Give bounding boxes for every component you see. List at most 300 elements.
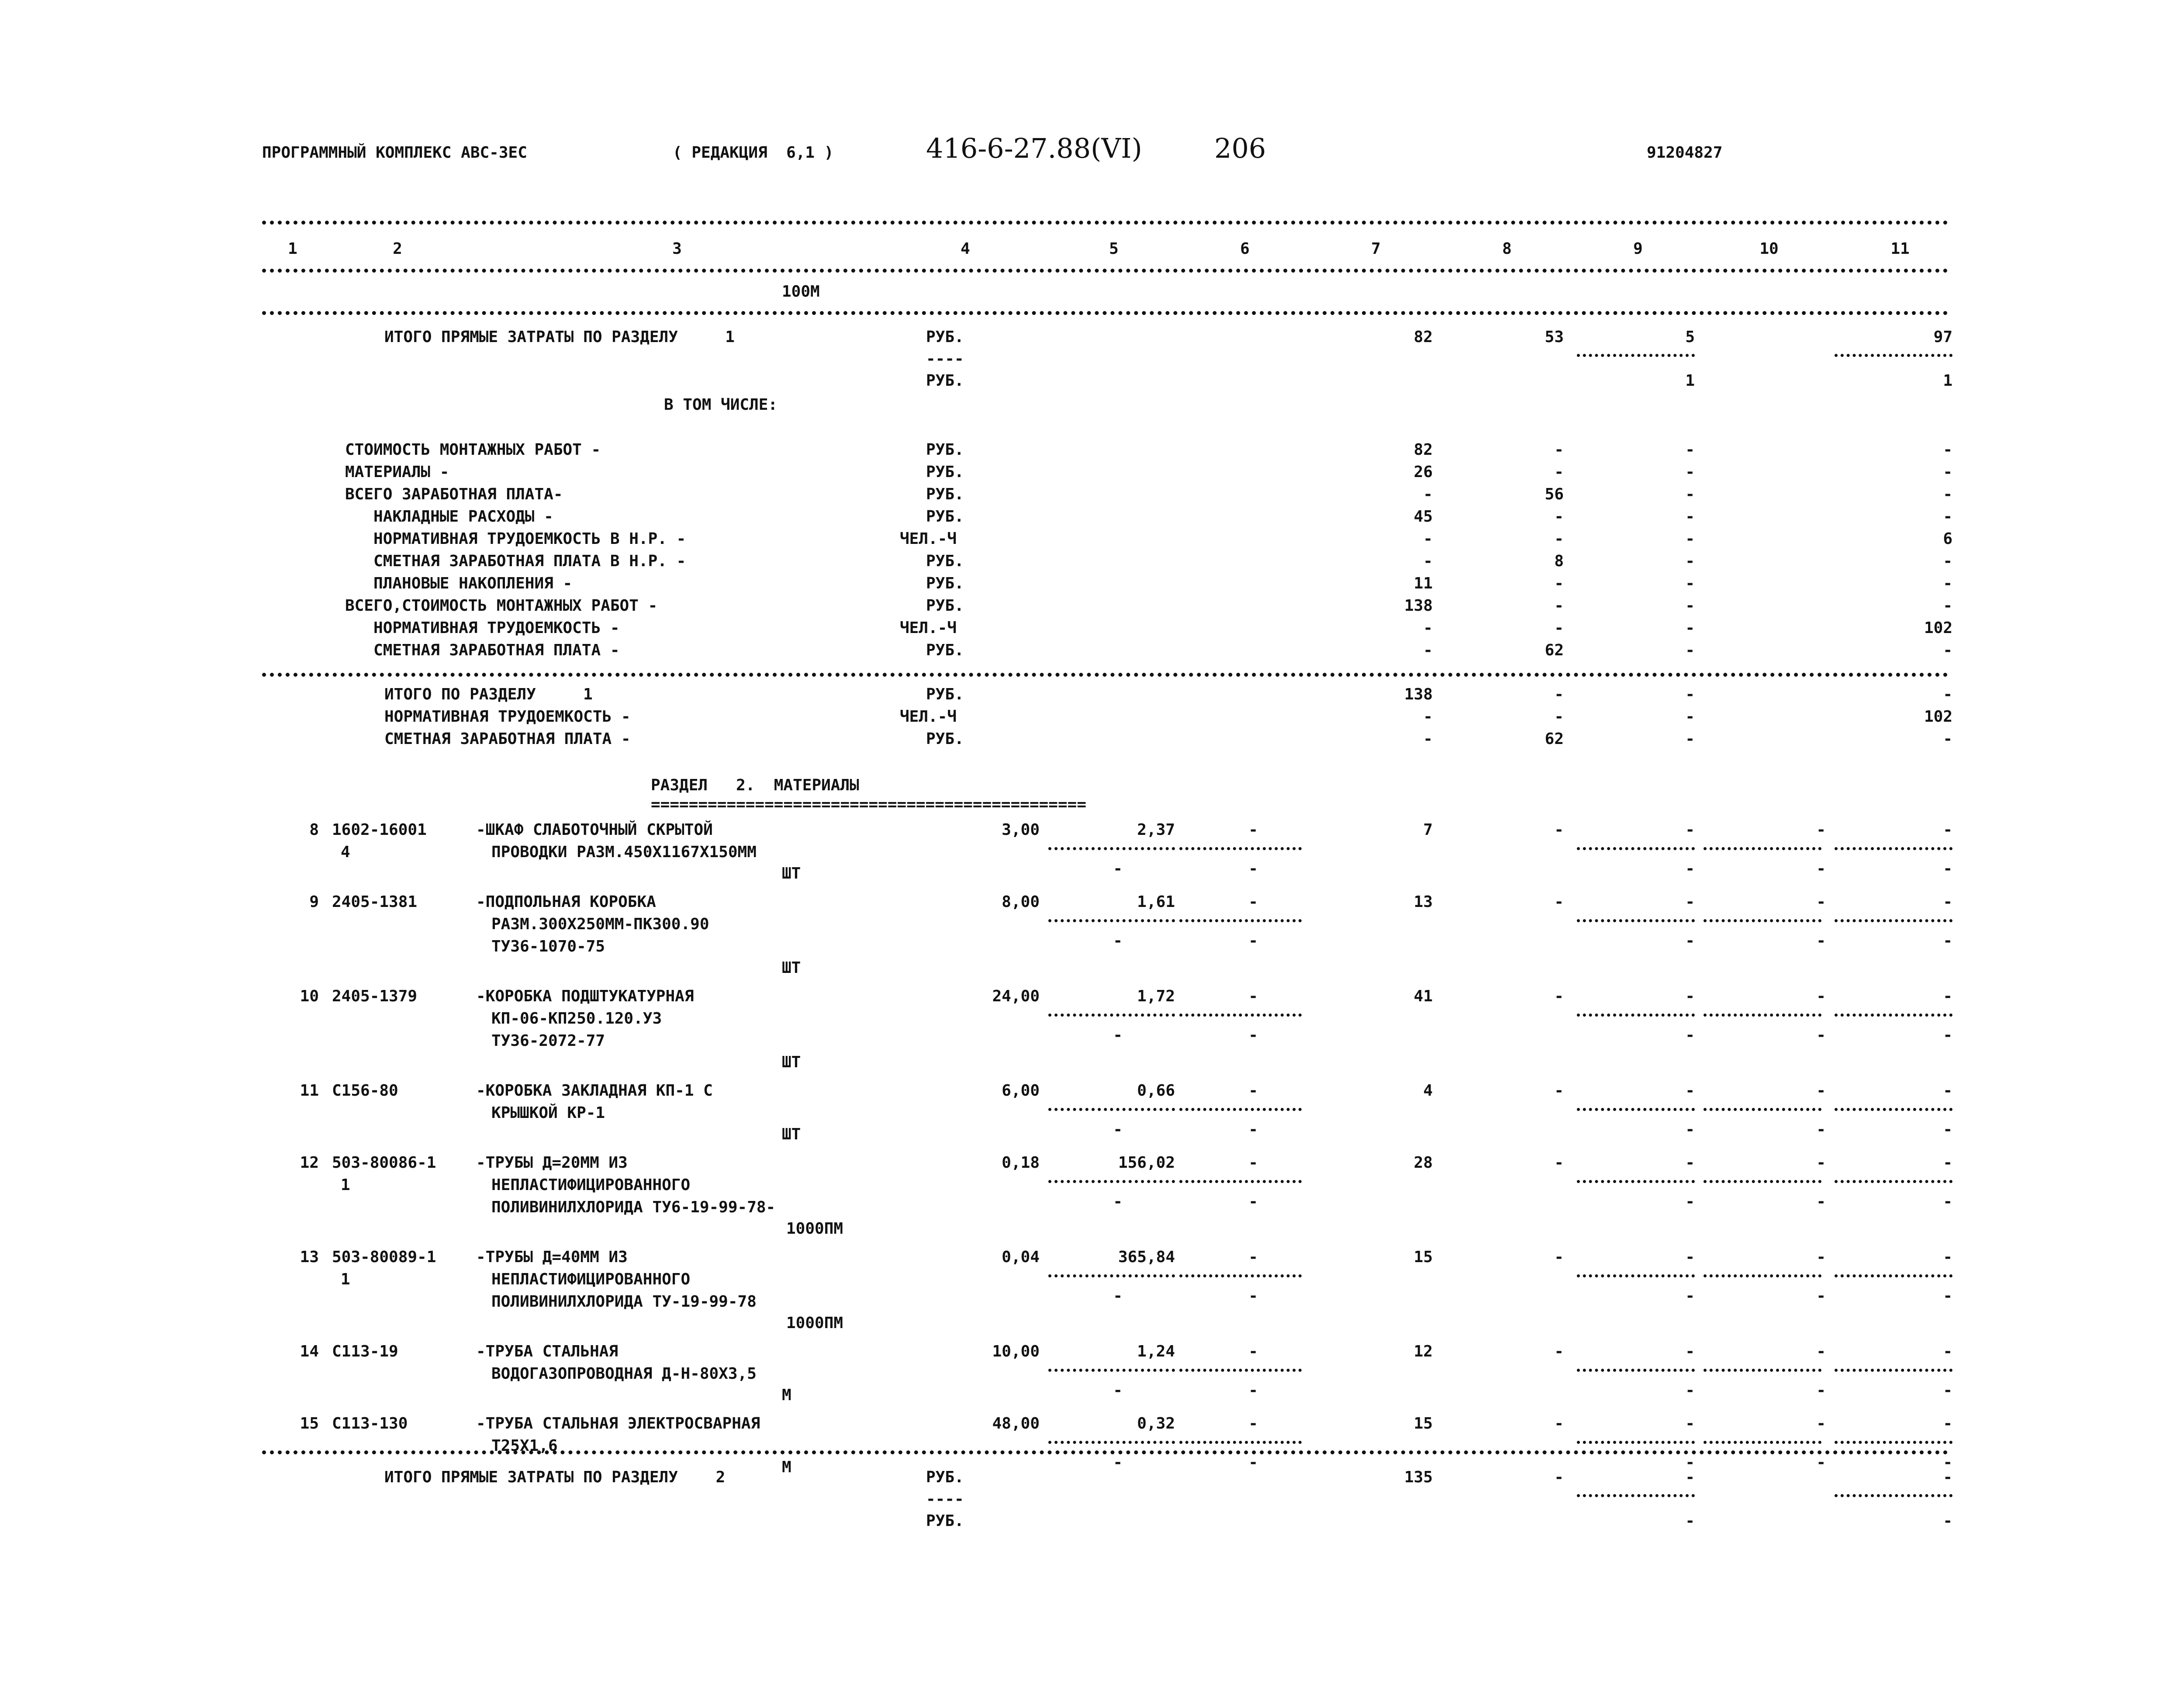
col7: 12 (1413, 1343, 1433, 1360)
col9: - (1685, 893, 1695, 911)
col10-sub: - (1816, 1381, 1826, 1399)
item-code-cont: 1 (341, 1270, 350, 1288)
unit-row-label: 100М (782, 283, 820, 301)
col9-sub: - (1685, 1453, 1695, 1471)
col7: 82 (1413, 441, 1433, 459)
item-unit: М (782, 1386, 791, 1404)
item-code: 2405-1379 (332, 987, 418, 1005)
col8: - (1554, 987, 1564, 1005)
column-number: 5 (1109, 240, 1119, 258)
section-total-label: ИТОГО ПРЯМЫЕ ЗАТРАТЫ ПО РАЗДЕЛУ 2 (384, 1468, 726, 1486)
item-number: 11 (300, 1082, 319, 1100)
col9: - (1685, 685, 1695, 703)
item-qty: 3,00 (1002, 821, 1040, 839)
item-price: 1,24 (1137, 1343, 1175, 1360)
col9-sub: - (1685, 1287, 1695, 1305)
unit: ЧЕЛ.-Ч (900, 708, 957, 726)
item-description: -ТРУБЫ Д=40ММ ИЗ (476, 1248, 628, 1266)
col7: 41 (1413, 987, 1433, 1005)
col9: - (1685, 708, 1695, 726)
col6-sub: - (1248, 1193, 1258, 1211)
col6: - (1248, 1343, 1258, 1360)
item-description: -ТРУБА СТАЛЬНАЯ ЭЛЕКТРОСВАРНАЯ (476, 1415, 760, 1432)
column-number: 7 (1371, 240, 1381, 258)
cell-underline (1179, 1274, 1302, 1277)
table-rule (262, 221, 1948, 225)
item-qty: 48,00 (992, 1415, 1040, 1432)
item-code: 1602-16001 (332, 821, 427, 839)
col8: - (1554, 1248, 1564, 1266)
col10-sub: - (1816, 1121, 1826, 1138)
col11: - (1943, 441, 1952, 459)
breakdown-label: НАКЛАДНЫЕ РАСХОДЫ - (345, 508, 553, 526)
col11: - (1943, 730, 1952, 748)
cell-underline (1577, 354, 1695, 357)
col6: - (1248, 1154, 1258, 1172)
col8: - (1554, 1082, 1564, 1100)
item-price: 0,66 (1137, 1082, 1175, 1100)
col7: - (1423, 530, 1433, 548)
item-description: КРЫШКОЙ КР-1 (491, 1104, 605, 1122)
col11: - (1943, 552, 1952, 570)
col11-sub: - (1943, 932, 1952, 950)
item-number: 10 (300, 987, 319, 1005)
col9: - (1685, 641, 1695, 659)
col11: - (1943, 893, 1952, 911)
breakdown-label: СМЕТНАЯ ЗАРАБОТНАЯ ПЛАТА В Н.Р. - (345, 552, 686, 570)
item-code: С113-19 (332, 1343, 398, 1360)
item-code: 2405-1381 (332, 893, 418, 911)
col11: - (1943, 597, 1952, 615)
item-description: РАЗМ.300Х250ММ-ПК300.90 (491, 915, 709, 933)
cell-underline (1835, 1274, 1952, 1277)
item-qty: 0,18 (1002, 1154, 1040, 1172)
col7: - (1423, 730, 1433, 748)
program-name: ПРОГРАММНЫЙ КОМПЛЕКС АВС-3ЕС (262, 144, 527, 162)
table-rule (262, 1450, 1948, 1454)
col8: - (1554, 821, 1564, 839)
section-itogo-label: НОРМАТИВНАЯ ТРУДОЕМКОСТЬ - (384, 708, 631, 726)
unit: РУБ. (926, 574, 964, 592)
cell-underline (1179, 1014, 1302, 1017)
cell-underline (1048, 1014, 1175, 1017)
cell-underline (1704, 1274, 1821, 1277)
col6-sub: - (1248, 860, 1258, 878)
col7: 11 (1413, 574, 1433, 592)
cell-underline (1577, 919, 1695, 922)
col10: - (1816, 1154, 1826, 1172)
col11-sub: - (1943, 1287, 1952, 1305)
col7: 135 (1404, 1468, 1433, 1486)
col11: - (1943, 1154, 1952, 1172)
col9-sub: - (1685, 1026, 1695, 1044)
item-code: 503-80086-1 (332, 1154, 436, 1172)
col7: 45 (1413, 508, 1433, 526)
col11-sub: - (1943, 1026, 1952, 1044)
col9: - (1685, 463, 1695, 481)
table-rule (262, 269, 1948, 273)
col8: 62 (1545, 730, 1564, 748)
col9: - (1685, 1415, 1695, 1432)
unit: РУБ. (926, 1512, 964, 1530)
col11: - (1943, 1082, 1952, 1100)
unit: РУБ. (926, 730, 964, 748)
item-qty: 0,04 (1002, 1248, 1040, 1266)
col11: - (1943, 574, 1952, 592)
col7: - (1423, 708, 1433, 726)
price-sub: - (1113, 1193, 1123, 1211)
cell-underline (1179, 1108, 1302, 1111)
col9: - (1685, 987, 1695, 1005)
col8: - (1554, 530, 1564, 548)
item-code-cont: 1 (341, 1176, 350, 1194)
col11: - (1943, 1415, 1952, 1432)
col7: - (1423, 641, 1433, 659)
col7: - (1423, 619, 1433, 637)
cell-underline (1577, 1014, 1695, 1017)
breakdown-label: ВСЕГО ЗАРАБОТНАЯ ПЛАТА- (345, 485, 563, 503)
col9: - (1685, 530, 1695, 548)
breakdown-label: ПЛАНОВЫЕ НАКОПЛЕНИЯ - (345, 574, 573, 592)
col8: 53 (1545, 328, 1564, 346)
col7: 138 (1404, 597, 1433, 615)
col8: - (1554, 619, 1564, 637)
col7: - (1423, 552, 1433, 570)
col8: 8 (1554, 552, 1564, 570)
item-code-cont: 4 (341, 843, 350, 861)
item-description: ПОЛИВИНИЛХЛОРИДА ТУ6-19-99-78- (491, 1198, 776, 1216)
col10-sub: - (1816, 1287, 1826, 1305)
col10-sub: - (1816, 860, 1826, 878)
col9-sub: - (1685, 932, 1695, 950)
unit: ЧЕЛ.-Ч (900, 530, 957, 548)
unit: РУБ. (926, 485, 964, 503)
breakdown-label: НОРМАТИВНАЯ ТРУДОЕМКОСТЬ - (345, 619, 620, 637)
item-description: ВОДОГАЗОПРОВОДНАЯ Д-Н-80Х3,5 (491, 1365, 757, 1383)
item-description: -ТРУБА СТАЛЬНАЯ (476, 1343, 619, 1360)
col11: - (1943, 485, 1952, 503)
item-qty: 6,00 (1002, 1082, 1040, 1100)
item-description: НЕПЛАСТИФИЦИРОВАННОГО (491, 1176, 691, 1194)
breakdown-label: МАТЕРИАЛЫ - (345, 463, 449, 481)
col8: 56 (1545, 485, 1564, 503)
section-title: РАЗДЕЛ 2. МАТЕРИАЛЫ (651, 776, 859, 794)
col7: 15 (1413, 1415, 1433, 1432)
col9: - (1685, 821, 1695, 839)
cell-underline (1179, 1369, 1302, 1372)
cell-underline (1048, 919, 1175, 922)
col10: - (1816, 1343, 1826, 1360)
col6: - (1248, 1248, 1258, 1266)
cell-underline (1577, 1180, 1695, 1183)
item-description: ПОЛИВИНИЛХЛОРИДА ТУ-19-99-78 (491, 1293, 757, 1311)
column-number: 4 (961, 240, 970, 258)
breakdown-label: НОРМАТИВНАЯ ТРУДОЕМКОСТЬ В Н.Р. - (345, 530, 686, 548)
cell-underline (1048, 1274, 1175, 1277)
breakdown-label: СТОИМОСТЬ МОНТАЖНЫХ РАБОТ - (345, 441, 601, 459)
item-description: ТУ36-2072-77 (491, 1032, 605, 1050)
cell-underline (1048, 1180, 1175, 1183)
item-unit: ШТ (782, 1125, 801, 1143)
item-description: -ШКАФ СЛАБОТОЧНЫЙ СКРЫТОЙ (476, 821, 713, 839)
item-code: С156-80 (332, 1082, 398, 1100)
cell-underline (1048, 1108, 1175, 1111)
column-number: 8 (1502, 240, 1512, 258)
item-description: Т25Х1,6 (491, 1437, 558, 1455)
section-itogo-label: ИТОГО ПО РАЗДЕЛУ 1 (384, 685, 593, 703)
price-sub: - (1113, 1121, 1123, 1138)
col8: - (1554, 508, 1564, 526)
item-price: 2,37 (1137, 821, 1175, 839)
unit: РУБ. (926, 552, 964, 570)
col7: 82 (1413, 328, 1433, 346)
col6: - (1248, 987, 1258, 1005)
col7: 4 (1423, 1082, 1433, 1100)
col11: - (1943, 821, 1952, 839)
unit-rule: ---- (926, 350, 964, 368)
item-number: 14 (300, 1343, 319, 1360)
breakdown-label: ВСЕГО,СТОИМОСТЬ МОНТАЖНЫХ РАБОТ - (345, 597, 658, 615)
cell-underline (1577, 1441, 1695, 1444)
col6: - (1248, 821, 1258, 839)
unit: РУБ. (926, 508, 964, 526)
col10-sub: - (1816, 1193, 1826, 1211)
unit: РУБ. (926, 641, 964, 659)
cell-underline (1835, 1180, 1952, 1183)
item-description: -КОРОБКА ЗАКЛАДНАЯ КП-1 С (476, 1082, 713, 1100)
cell-underline (1179, 1441, 1302, 1444)
col10: - (1816, 1248, 1826, 1266)
item-price: 156,02 (1118, 1154, 1175, 1172)
col11-sub: - (1943, 1453, 1952, 1471)
col10: - (1816, 1082, 1826, 1100)
unit: РУБ. (926, 1468, 964, 1486)
cell-underline (1835, 1441, 1952, 1444)
column-number: 1 (288, 240, 297, 258)
col11: 97 (1933, 328, 1952, 346)
col8: - (1554, 1154, 1564, 1172)
col8: 62 (1545, 641, 1564, 659)
column-number: 2 (393, 240, 402, 258)
col8: - (1554, 893, 1564, 911)
cell-underline (1704, 1180, 1821, 1183)
item-description: ПРОВОДКИ РАЗМ.450Х1167Х150ММ (491, 843, 757, 861)
col9: 5 (1685, 328, 1695, 346)
col11: 102 (1924, 619, 1952, 637)
unit: РУБ. (926, 685, 964, 703)
price-sub: - (1113, 1453, 1123, 1471)
col10-sub: - (1816, 932, 1826, 950)
col7: 13 (1413, 893, 1433, 911)
section-underline: ============================================== (651, 796, 1086, 813)
item-code: С113-130 (332, 1415, 408, 1432)
item-code: 503-80089-1 (332, 1248, 436, 1266)
col8: - (1554, 708, 1564, 726)
col11: - (1943, 1512, 1952, 1530)
item-price: 0,32 (1137, 1415, 1175, 1432)
item-unit: 1000ПМ (786, 1314, 843, 1332)
col7: 28 (1413, 1154, 1433, 1172)
col10: - (1816, 1415, 1826, 1432)
cell-underline (1704, 1441, 1821, 1444)
col8: - (1554, 1343, 1564, 1360)
item-qty: 24,00 (992, 987, 1040, 1005)
cell-underline (1048, 1369, 1175, 1372)
item-number: 15 (300, 1415, 319, 1432)
col9-sub: - (1685, 1381, 1695, 1399)
col6-sub: - (1248, 1453, 1258, 1471)
cell-underline (1179, 1180, 1302, 1183)
col6-sub: - (1248, 932, 1258, 950)
col11: 1 (1943, 372, 1952, 390)
col9: - (1685, 1343, 1695, 1360)
item-qty: 10,00 (992, 1343, 1040, 1360)
item-number: 13 (300, 1248, 319, 1266)
item-number: 12 (300, 1154, 319, 1172)
col9: - (1685, 485, 1695, 503)
col11-sub: - (1943, 860, 1952, 878)
price-sub: - (1113, 1026, 1123, 1044)
cell-underline (1835, 1494, 1952, 1497)
column-number: 3 (672, 240, 682, 258)
col11: 6 (1943, 530, 1952, 548)
col11-sub: - (1943, 1193, 1952, 1211)
item-price: 1,61 (1137, 893, 1175, 911)
price-sub: - (1113, 1287, 1123, 1305)
col7: - (1423, 485, 1433, 503)
col10: - (1816, 893, 1826, 911)
cell-underline (1704, 847, 1821, 850)
column-number: 9 (1633, 240, 1643, 258)
col9: - (1685, 1248, 1695, 1266)
cell-underline (1835, 1369, 1952, 1372)
column-number: 6 (1240, 240, 1250, 258)
cell-underline (1704, 1014, 1821, 1017)
item-unit: ШТ (782, 1053, 801, 1071)
col7: 15 (1413, 1248, 1433, 1266)
item-number: 9 (309, 893, 319, 911)
col9: - (1685, 1512, 1695, 1530)
col6: - (1248, 893, 1258, 911)
section-itogo-label: СМЕТНАЯ ЗАРАБОТНАЯ ПЛАТА - (384, 730, 631, 748)
cell-underline (1577, 1494, 1695, 1497)
col11: - (1943, 685, 1952, 703)
col9-sub: - (1685, 1193, 1695, 1211)
price-sub: - (1113, 1381, 1123, 1399)
col8: - (1554, 1468, 1564, 1486)
col9: - (1685, 508, 1695, 526)
item-price: 1,72 (1137, 987, 1175, 1005)
cell-underline (1835, 1014, 1952, 1017)
col7: 26 (1413, 463, 1433, 481)
in-that-label: В ТОМ ЧИСЛЕ: (664, 396, 778, 414)
table-rule (262, 673, 1948, 677)
col11: - (1943, 987, 1952, 1005)
cell-underline (1577, 1108, 1695, 1111)
item-description: ТУ36-1070-75 (491, 938, 605, 955)
cell-underline (1048, 1441, 1175, 1444)
item-qty: 8,00 (1002, 893, 1040, 911)
item-description: -ПОДПОЛЬНАЯ КОРОБКА (476, 893, 656, 911)
item-description: -ТРУБЫ Д=20ММ ИЗ (476, 1154, 628, 1172)
col9: - (1685, 730, 1695, 748)
cell-underline (1835, 919, 1952, 922)
breakdown-label: СМЕТНАЯ ЗАРАБОТНАЯ ПЛАТА - (345, 641, 620, 659)
col7: 7 (1423, 821, 1433, 839)
col8: - (1554, 463, 1564, 481)
col11: - (1943, 463, 1952, 481)
unit-rule: ---- (926, 1490, 964, 1508)
col11: - (1943, 1343, 1952, 1360)
price-sub: - (1113, 932, 1123, 950)
col10: - (1816, 821, 1826, 839)
col11: - (1943, 1468, 1952, 1486)
item-description: КП-06-КП250.120.У3 (491, 1010, 662, 1028)
price-sub: - (1113, 860, 1123, 878)
col9: - (1685, 441, 1695, 459)
col6: - (1248, 1082, 1258, 1100)
col9: - (1685, 574, 1695, 592)
col9: 1 (1685, 372, 1695, 390)
cell-underline (1704, 1369, 1821, 1372)
col9: - (1685, 552, 1695, 570)
column-number: 10 (1759, 240, 1779, 258)
col6: - (1248, 1415, 1258, 1432)
col11: 102 (1924, 708, 1952, 726)
col8: - (1554, 685, 1564, 703)
column-number: 11 (1890, 240, 1910, 258)
col11: - (1943, 641, 1952, 659)
table-rule (262, 311, 1948, 315)
cell-underline (1577, 1274, 1695, 1277)
cell-underline (1577, 847, 1695, 850)
col6-sub: - (1248, 1287, 1258, 1305)
page-number: 206 (1214, 132, 1266, 164)
unit: РУБ. (926, 597, 964, 615)
item-number: 8 (309, 821, 319, 839)
unit: РУБ. (926, 441, 964, 459)
col9: - (1685, 1082, 1695, 1100)
section-total-label: ИТОГО ПРЯМЫЕ ЗАТРАТЫ ПО РАЗДЕЛУ 1 (384, 328, 735, 346)
cell-underline (1704, 919, 1821, 922)
doc-code: 416-6-27.88(VI) (926, 132, 1142, 164)
col10: - (1816, 987, 1826, 1005)
col10-sub: - (1816, 1453, 1826, 1471)
cell-underline (1835, 847, 1952, 850)
unit: РУБ. (926, 372, 964, 390)
col11-sub: - (1943, 1121, 1952, 1138)
item-unit: М (782, 1458, 791, 1476)
col9: - (1685, 619, 1695, 637)
col9-sub: - (1685, 860, 1695, 878)
edition: ( РЕДАКЦИЯ 6,1 ) (673, 144, 834, 162)
col6-sub: - (1248, 1121, 1258, 1138)
col8: - (1554, 1415, 1564, 1432)
cell-underline (1048, 847, 1175, 850)
unit: РУБ. (926, 328, 964, 346)
unit: РУБ. (926, 463, 964, 481)
cell-underline (1179, 847, 1302, 850)
col8: - (1554, 441, 1564, 459)
doc-id: 91204827 (1647, 144, 1723, 162)
col8: - (1554, 574, 1564, 592)
col9: - (1685, 1468, 1695, 1486)
cell-underline (1577, 1369, 1695, 1372)
cell-underline (1179, 919, 1302, 922)
item-unit: 1000ПМ (786, 1220, 843, 1238)
item-description: НЕПЛАСТИФИЦИРОВАННОГО (491, 1270, 691, 1288)
col9: - (1685, 1154, 1695, 1172)
